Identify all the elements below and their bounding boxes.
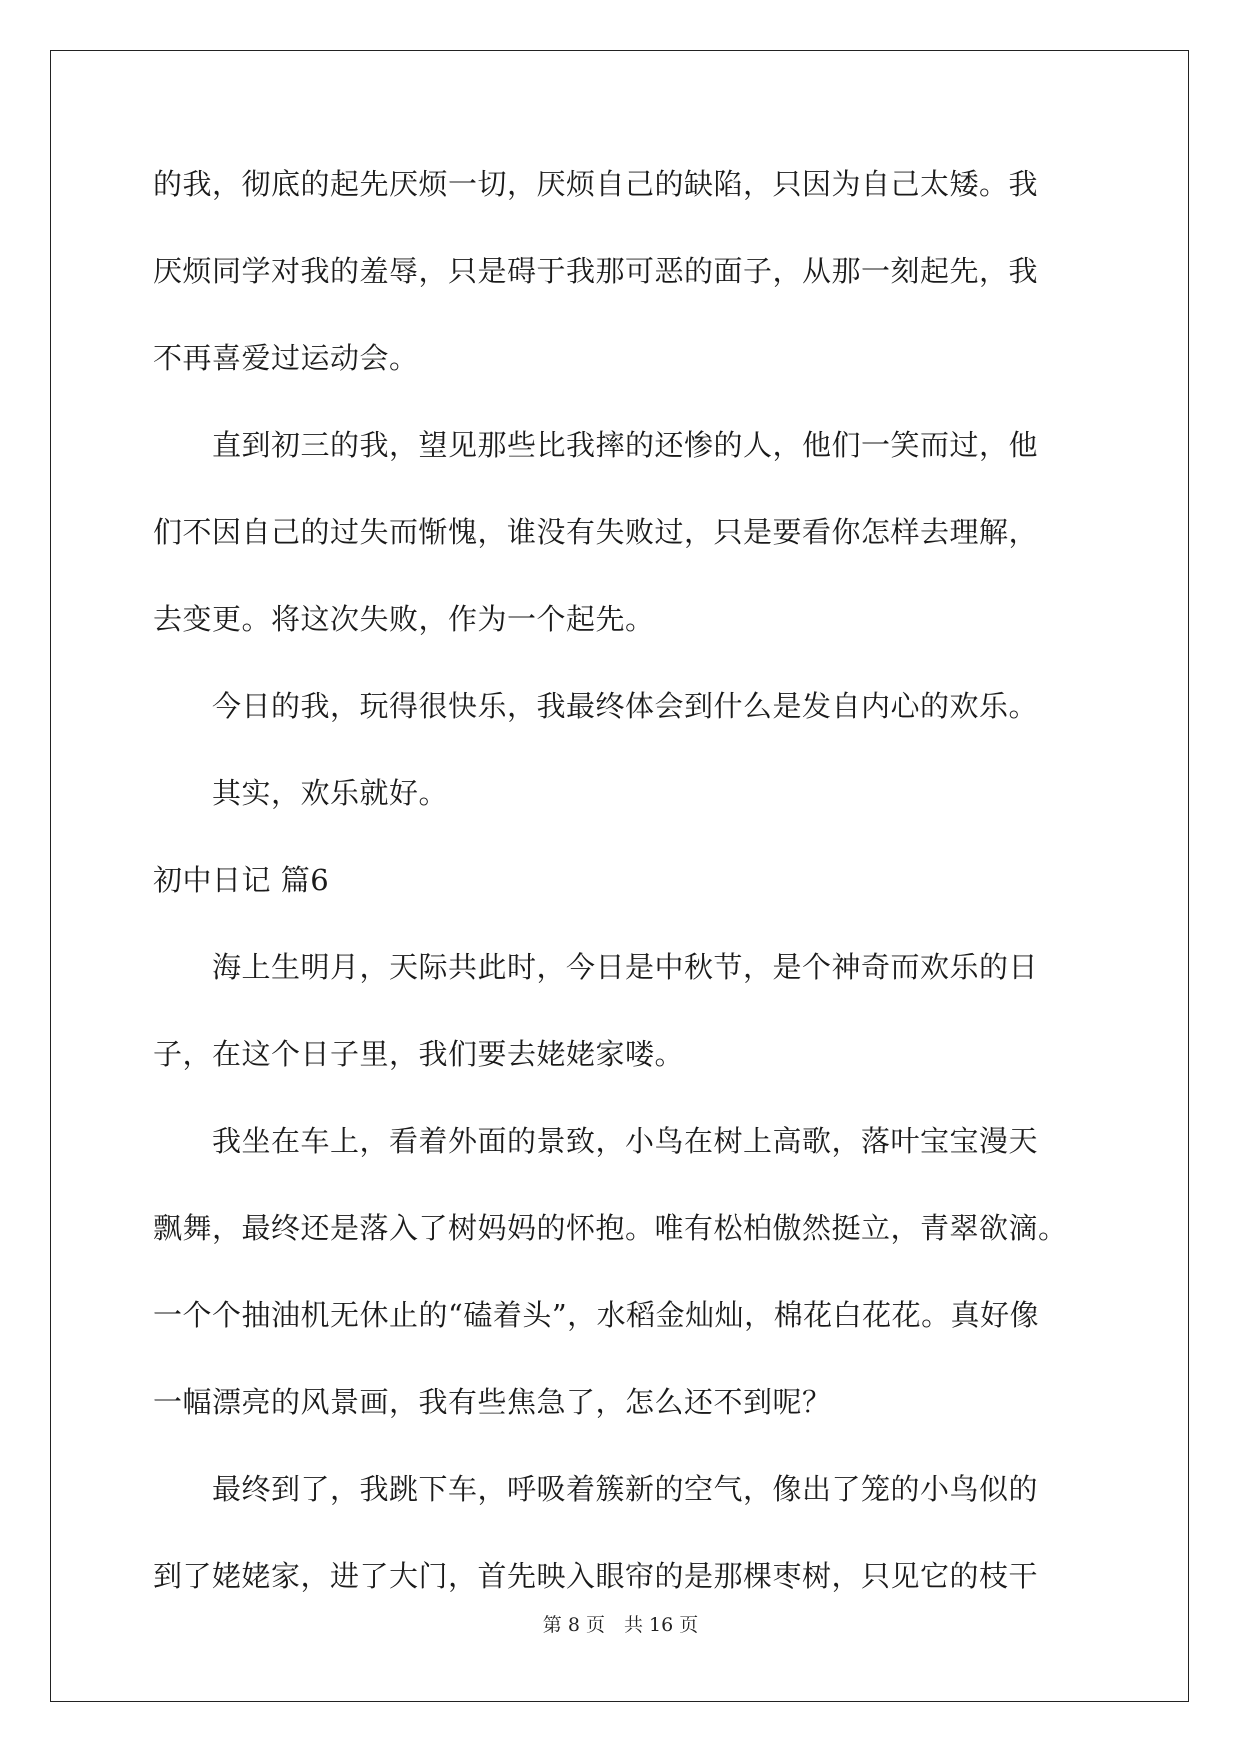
- text-line: 其实，欢乐就好。: [153, 776, 449, 810]
- document-body: [153, 162, 1113, 1641]
- text-line: 不再喜爱过运动会。: [153, 341, 419, 375]
- text-line: 的我，彻底的起先厌烦一切，厌烦自己的缺陷，只因为自己太矮。我: [153, 167, 1039, 201]
- text-line: 去变更。将这次失败，作为一个起先。: [153, 602, 655, 636]
- text-line: 一幅漂亮的风景画，我有些焦急了，怎么还不到呢？: [153, 1385, 832, 1419]
- text-line: 厌烦同学对我的羞辱，只是碍于我那可恶的面子，从那一刻起先，我: [153, 254, 1039, 288]
- text-line: 直到初三的我，望见那些比我摔的还惨的人，他们一笑而过，他: [153, 428, 1039, 462]
- text-line: 一个个抽油机无休止的“磕着头”，水稻金灿灿，棉花白花花。真好像: [153, 1298, 1040, 1332]
- text-line: 子，在这个日子里，我们要去姥姥家喽。: [153, 1037, 685, 1071]
- text-line: 我坐在车上，看着外面的景致，小鸟在树上高歌，落叶宝宝漫天: [153, 1124, 1039, 1158]
- text-line: 飘舞，最终还是落入了树妈妈的怀抱。唯有松柏傲然挺立，青翠欲滴。: [153, 1211, 1068, 1245]
- section-heading: 初中日记 篇6: [153, 863, 330, 897]
- text-line: 最终到了，我跳下车，呼吸着簇新的空气，像出了笼的小鸟似的: [153, 1472, 1039, 1506]
- text-line: 到了姥姥家，进了大门，首先映入眼帘的是那棵枣树，只见它的枝干: [153, 1559, 1039, 1593]
- page-number: 第 8 页 共 16 页: [542, 1614, 699, 1636]
- text-line: 们不因自己的过失而惭愧，谁没有失败过，只是要看你怎样去理解，: [153, 515, 1039, 549]
- text-line: 海上生明月，天际共此时，今日是中秋节，是个神奇而欢乐的日: [153, 950, 1039, 984]
- text-line: 今日的我，玩得很快乐，我最终体会到什么是发自内心的欢乐。: [153, 689, 1039, 723]
